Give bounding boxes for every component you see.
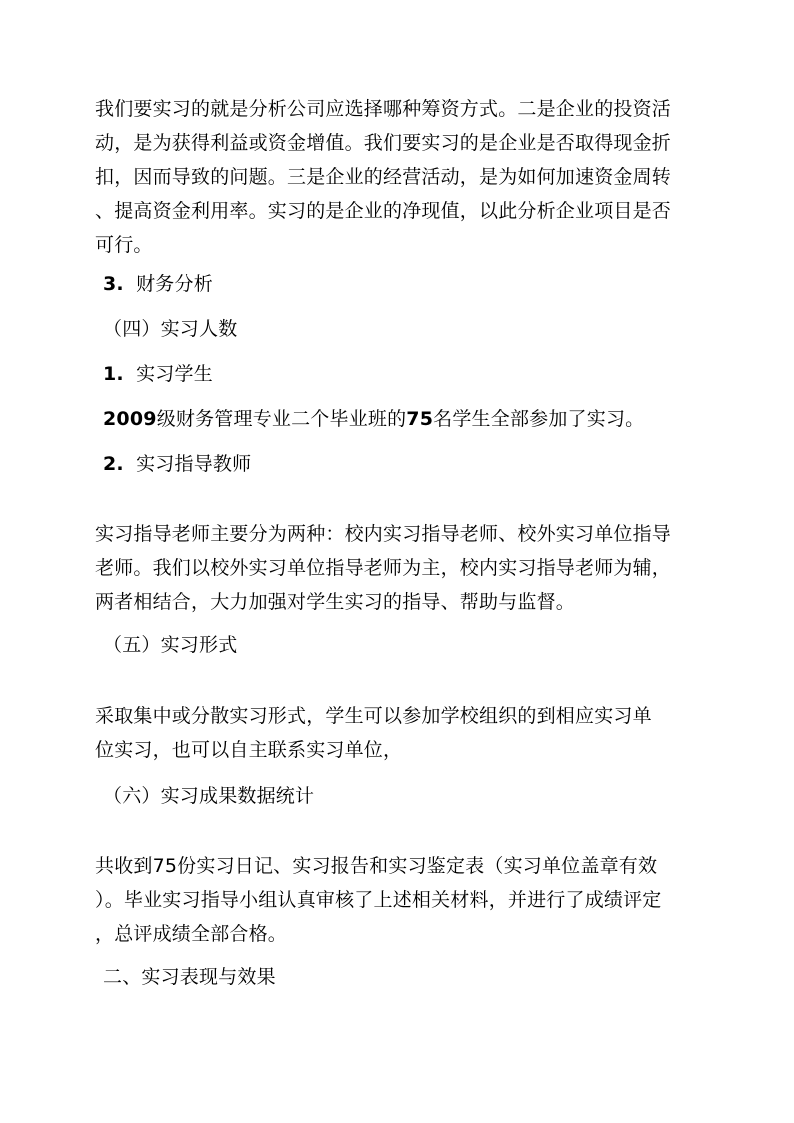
para4-line-3: ，总评成绩全部合格。 [95,923,288,945]
heading-5: （五）实习形式 [103,634,238,656]
para1-line-4: 、提高资金利用率。实习的是企业的净现值，以此分析企业项目是否 [95,200,672,222]
students-text-a: 级财务管理专业二个毕业班的 [156,408,407,430]
list-item-3-number: 3. [103,273,124,295]
para1-line-3: 扣，因而导致的问题。三是企业的经营活动，是为如何加速资金周转 [95,166,672,188]
para2-line-1: 实习指导老师主要分为两种：校内实习指导老师、校外实习单位指导 [95,523,672,545]
list-item-2-text: 实习指导教师 [136,453,252,475]
list-item-1-text: 实习学生 [136,363,213,385]
students-count: 75 [406,408,434,430]
list-item-3-text: 财务分析 [136,273,213,295]
list-item-1-number: 1. [103,363,124,385]
heading-6: （六）实习成果数据统计 [103,785,315,807]
list-item-2 [103,453,251,475]
para1-line-2: 动，是为获得利益或资金增值。我们要实习的是企业是否取得现金折 [95,132,672,154]
para4-line-1: 共收到75份实习日记、实习报告和实习鉴定表（实习单位盖章有效 [95,855,658,877]
students-text-b: 名学生全部参加了实习。 [433,408,645,430]
para1-line-1: 我们要实习的就是分析公司应选择哪种筹资方式。二是企业的投资活 [95,98,672,120]
list-item-2-number: 2. [103,453,124,475]
list-item-1 [103,363,213,385]
section-2-heading: 二、实习表现与效果 [103,966,276,988]
para3-line-1: 采取集中或分散实习形式，学生可以参加学校组织的到相应实习单 [95,705,652,727]
para1-line-5: 可行。 [95,234,153,256]
para2-line-2: 老师。我们以校外实习单位指导老师为主，校内实习指导老师为辅， [95,557,672,579]
para3-line-2: 位实习，也可以自主联系实习单位， [95,739,403,761]
heading-4: （四）实习人数 [103,318,238,340]
students-line [103,408,644,430]
students-year: 2009 [103,408,157,430]
para4-line-2: ）。毕业实习指导小组认真审核了上述相关材料，并进行了成绩评定 [95,889,662,911]
list-item-3 [103,273,213,295]
para2-line-3: 两者相结合，大力加强对学生实习的指导、帮助与监督。 [95,591,576,613]
